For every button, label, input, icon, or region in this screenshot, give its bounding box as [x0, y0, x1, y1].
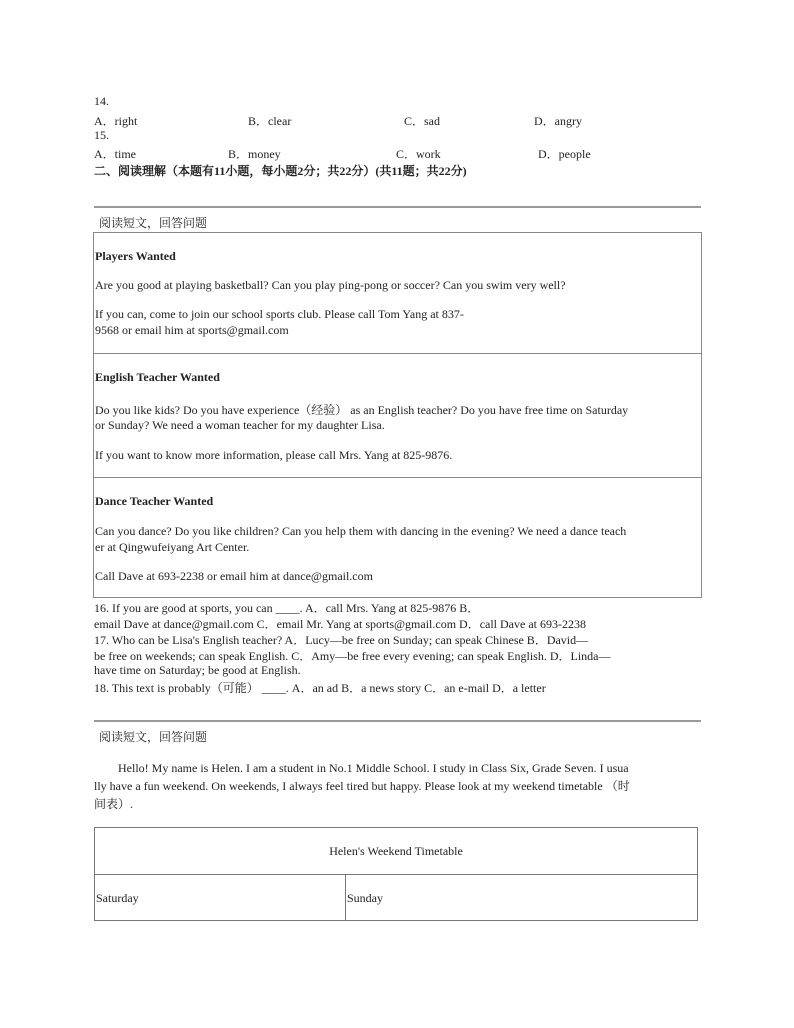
ad-line: or Sunday? We need a woman teacher for my daughter Lisa.	[95, 418, 385, 432]
question-16-line-2: email Dave at dance@gmail.com C．email Mr. Yang at sports@gmail.com D．call Dave at 693-2238	[94, 617, 586, 631]
q15-option-c: C．work	[396, 147, 441, 161]
passage-1-instruction: 阅读短文，回答问题	[99, 216, 208, 230]
q14-option-a: A．right	[94, 114, 138, 128]
ads-table	[93, 232, 702, 598]
ad-line: If you want to know more information, please call Mrs. Yang at 825-9876.	[95, 448, 453, 462]
passage-2-paragraph	[94, 759, 700, 813]
q15-option-a: A．time	[94, 147, 136, 161]
ad-separator	[94, 477, 701, 478]
ad-title: Dance Teacher Wanted	[95, 494, 214, 508]
question-17-line-1: 17. Who can be Lisa's English teacher? A．Lucy—be free on Sunday; can speak Chinese B．David—	[94, 633, 589, 647]
ad-line: Do you like kids? Do you have experience（经验） as an English teacher? Do you have free time on Saturday	[95, 403, 629, 417]
q15-option-b: B．money	[228, 147, 281, 161]
ad-line: Call Dave at 693-2238 or email him at dance@gmail.com	[95, 569, 373, 583]
timetable-header-sunday: Sunday	[347, 890, 383, 905]
passage-2-divider	[94, 720, 701, 722]
question-14-number: 14.	[94, 94, 109, 108]
timetable-header-saturday: Saturday	[96, 890, 139, 905]
ad-title: English Teacher Wanted	[95, 370, 220, 384]
question-15-number: 15.	[94, 128, 109, 142]
question-18: 18. This text is probably（可能） ____. A．an ad B．a news story C．an e-mail D．a letter	[94, 681, 546, 695]
question-16-line-1: 16. If you are good at sports, you can ____. A．call Mrs. Yang at 825-9876 B．	[94, 601, 480, 615]
question-17-line-3: have time on Saturday; be good at English.	[94, 663, 301, 677]
ad-line: If you can, come to join our school sports club. Please call Tom Yang at 837-	[95, 307, 464, 321]
section-2-title: 二、阅读理解（本题有11小题，每小题2分；共22分）(共11题；共22分)	[94, 164, 467, 178]
paragraph-line: 间表）.	[94, 797, 134, 811]
ad-separator	[94, 353, 701, 354]
ad-line: er at Qingwufeiyang Art Center.	[95, 540, 250, 554]
ad-line: 9568 or email him at sports@gmail.com	[95, 323, 289, 337]
q14-option-d: D．angry	[534, 114, 582, 128]
passage-1-divider	[94, 206, 701, 208]
paragraph-line: Hello! My name is Helen. I am a student in No.1 Middle School. I study in Class Six, Grade Seven. I usua	[118, 761, 629, 775]
q15-option-d: D．people	[538, 147, 591, 161]
ad-line: Are you good at playing basketball? Can you play ping-pong or soccer? Can you swim very well?	[95, 278, 566, 292]
weekend-timetable	[94, 827, 698, 921]
question-17-line-2: be free on weekends; can speak English. C．Amy—be free every evening; can speak English. D．Linda—	[94, 649, 611, 663]
ad-line: Can you dance? Do you like children? Can you help them with dancing in the evening? We need a dance teach	[95, 524, 627, 538]
timetable-title: Helen's Weekend Timetable	[95, 828, 697, 875]
paragraph-line: lly have a fun weekend. On weekends, I always feel tired but happy. Please look at my weekend timetable （时	[94, 779, 630, 793]
q14-option-b: B．clear	[248, 114, 292, 128]
q14-option-c: C．sad	[404, 114, 441, 128]
passage-2-instruction: 阅读短文，回答问题	[99, 730, 208, 744]
ad-title: Players Wanted	[95, 249, 176, 263]
